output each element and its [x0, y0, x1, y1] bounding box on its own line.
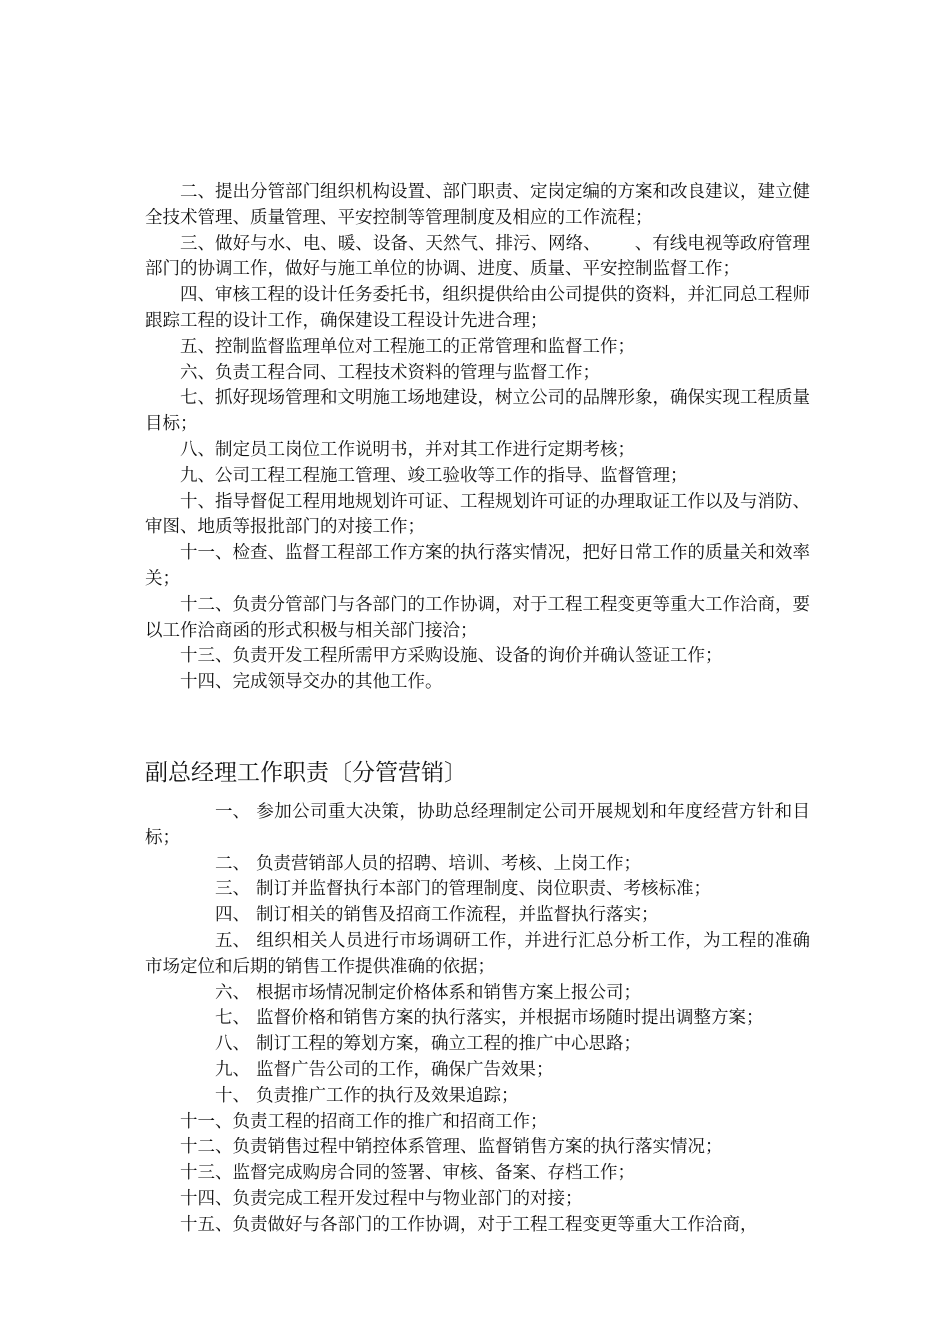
list-item: 十四、完成领导交办的其他工作。	[180, 672, 443, 693]
list-item: 十、指导督促工程用地规划许可证、工程规划许可证的办理取证工作以及与消防、审图、地质等报批部门的对接工作；	[145, 491, 810, 538]
list-item: 五、控制监督监理单位对工程施工的正常管理和监督工作；	[180, 336, 635, 357]
list-item	[145, 903, 810, 929]
list-item: 六、负责工程合同、工程技术资料的管理与监督工作；	[180, 362, 600, 383]
list-item	[145, 877, 810, 903]
list-item-text: 参加公司重大决策，协助总经理制定公司开展规划和年度经营方针和目标；	[145, 801, 810, 848]
list-item-text: 制订相关的销售及招商工作流程，并监督执行落实；	[256, 905, 659, 926]
list-item-number: 九、	[215, 1059, 250, 1080]
list-item: 十三、监督完成购房合同的签署、审核、备案、存档工作；	[180, 1163, 635, 1184]
list-item	[145, 1006, 810, 1032]
list-item	[145, 1084, 810, 1110]
list-item	[145, 800, 810, 852]
list-item-text: 制订并监督执行本部门的管理制度、岗位职责、考核标准；	[256, 879, 711, 900]
list-item: 八、制定员工岗位工作说明书，并对其工作进行定期考核；	[180, 439, 635, 460]
list-item-number: 三、	[215, 879, 250, 900]
list-item-text: 三、做好与水、电、暖、设备、天然气、排污、网络、	[180, 233, 601, 254]
list-item	[145, 929, 810, 981]
list-item-text: 根据市场情况制定价格体系和销售方案上报公司；	[256, 982, 641, 1003]
list-item: 十三、负责开发工程所需甲方采购设施、设备的询价并确认签证工作；	[180, 646, 723, 667]
list-item-text: 监督广告公司的工作，确保广告效果；	[256, 1059, 554, 1080]
document-body	[145, 180, 810, 1238]
list-item-text: 负责推广工作的执行及效果追踪；	[256, 1085, 519, 1106]
list-item	[145, 232, 810, 284]
section-heading: 副总经理工作职责〔分管营销〕	[145, 759, 467, 786]
list-item-number: 六、	[215, 982, 250, 1003]
list-item	[145, 1058, 810, 1084]
list-item: 十一、检查、监督工程部工作方案的执行落实情况，把好日常工作的质量关和效率关；	[145, 543, 810, 589]
list-item-number: 二、	[215, 853, 250, 874]
list-item: 十五、负责做好与各部门的工作协调，对于工程工程变更等重大工作洽商，	[180, 1214, 758, 1235]
list-item: 十一、负责工程的招商工作的推广和招商工作；	[180, 1111, 548, 1132]
list-item-number: 一、	[215, 801, 250, 822]
list-item-text: 负责营销部人员的招聘、培训、考核、上岗工作；	[256, 853, 641, 874]
list-item-number: 五、	[215, 930, 250, 951]
list-item: 十二、负责销售过程中销控体系管理、监督销售方案的执行落实情况；	[180, 1137, 723, 1158]
list-item-number: 十、	[215, 1085, 250, 1106]
list-item	[145, 1032, 810, 1058]
list-item: 九、公司工程工程施工管理、竣工验收等工作的指导、监督管理；	[180, 465, 688, 486]
list-item-number: 七、	[215, 1008, 250, 1029]
list-item	[145, 981, 810, 1007]
list-item: 十二、负责分管部门与各部门的工作协调，对于工程工程变更等重大工作洽商，要以工作洽商函的形式积极与相关部门接洽；	[145, 594, 810, 641]
list-item-text: 制订工程的筹划方案，确立工程的推广中心思路；	[256, 1034, 641, 1055]
list-item: 四、审核工程的设计任务委托书，组织提供给由公司提供的资料，并汇同总工程师跟踪工程的设计工作，确保建设工程设计先进合理；	[145, 285, 810, 331]
list-item-number: 四、	[215, 905, 250, 926]
list-item: 二、提出分管部门组织机构设置、部门职责、定岗定编的方案和改良建议，建立健全技术管理、质量管理、平安控制等管理制度及相应的工作流程；	[145, 182, 810, 228]
list-item: 十四、负责完成工程开发过程中与物业部门的对接；	[180, 1188, 583, 1209]
list-item: 七、抓好现场管理和文明施工场地建设，树立公司的品牌形象，确保实现工程质量目标；	[145, 388, 810, 435]
list-item	[145, 852, 810, 878]
list-item-number: 八、	[215, 1034, 250, 1055]
list-item-text: 组织相关人员进行市场调研工作，并进行汇总分析工作，为工程的准确市场定位和后期的销售工作提供准确的依据；	[145, 930, 810, 977]
list-item-text: 、有线电视等政府管理部门的协调工作，做好与施工单位的协调、进度、质量、平安控制监督工作；	[145, 233, 811, 280]
list-item-text: 监督价格和销售方案的执行落实，并根据市场随时提出调整方案；	[256, 1008, 764, 1029]
